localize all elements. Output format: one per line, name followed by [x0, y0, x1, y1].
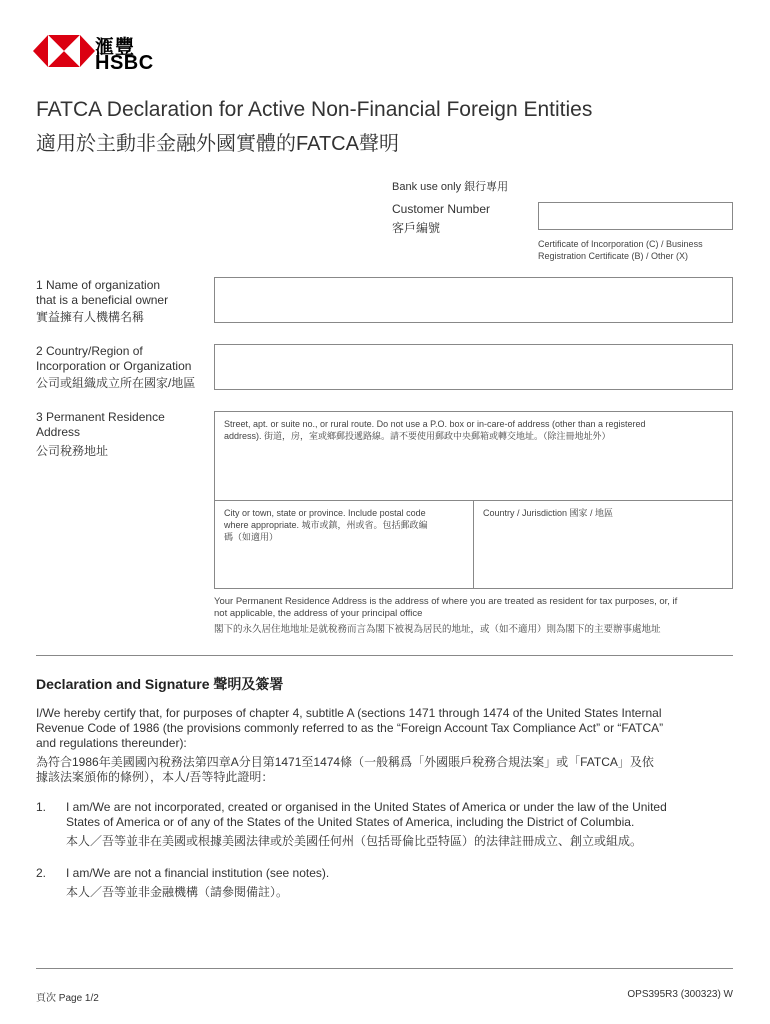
customer-number-label-cn: 客戶編號 [392, 221, 441, 235]
item-2-number: 2. [36, 866, 47, 880]
country-hint: Country / Jurisdiction 國家 / 地區 [483, 508, 614, 518]
street-hint: Street, apt. or suite no., or rural route. Do not use a P.O. box or in-care-of address (other than a registered address). 街道，房，室或鄉郵投遞路線。請不要使用郵政中央郵箱或轉交地址。（除注冊地址外） [224, 419, 646, 441]
cert-note-line2: Registration Certificate (B) / Other (X) [538, 251, 689, 261]
city-hint: City or town, state or province. Include postal code where appropriate. 城市或鎮，州或省。包括郵政編 碼（如適用） [224, 508, 428, 542]
item-1-number: 1. [36, 800, 47, 814]
item-1-text: I am/We are not incorporated, created or organised in the United States of America or under the law of the United States of America or of any of the States of the United States of America, including the District of Columbia. 本人／吾等並非在美國或根據美國法律或於美國任何州（包括哥倫比亞特區）的法律註冊成立、創立或組成。 [66, 800, 667, 848]
country-field[interactable] [214, 344, 733, 390]
declaration-intro: I/We hereby certify that, for purposes of chapter 4, subtitle A (sections 1471 through 1474 of the United States Internal Revenue Code of 1986 (the provisions commonly referred to as the “Foreign Account Tax Compliance Act” or “FATCA” and regulations thereunder): 為符合1986年美國國內稅務法第四章A分目第1471至1474條（一般稱爲「外國賬戶稅務合規法案」或「FATCA」及依 據該法案頒佈的條例），本人/吾等特此證明： [36, 706, 664, 784]
cert-note-line1: Certificate of Incorporation (C) / Business [538, 239, 703, 249]
residence-note: Your Permanent Residence Address is the address of where you are treated as resident for tax purposes, or, if not applicable, the address of your principal office 閣下的永久居住地地址是就稅務而言為閣下被視為居民的地址，或（如不適用）則為閣下的主要辦事處地址 [214, 596, 678, 635]
item-2-text: I am/We are not a financial institution (see notes). 本人／吾等並非金融機構（請參閱備註）。 [66, 866, 330, 899]
country-label: 2 Country/Region of Incorporation or Organization 公司或組織成立所在國家/地區 [36, 344, 196, 390]
bank-use-heading: Bank use only 銀行專用 [392, 181, 509, 193]
org-name-label: 1 Name of organization that is a beneficial owner 實益擁有人機構名稱 [36, 278, 169, 324]
brand-name-cn: 滙豐 [95, 37, 136, 58]
address-vertical-divider [473, 500, 474, 589]
section-divider [36, 655, 733, 656]
customer-number-label: Customer Number [392, 202, 491, 216]
page-title-en: FATCA Declaration for Active Non-Financial Foreign Entities [36, 98, 593, 121]
page-number: 頁次 Page 1/2 [36, 993, 99, 1004]
org-name-field[interactable] [214, 277, 733, 323]
form-code: OPS395R3 (300323) W [627, 989, 733, 1000]
footer-divider [36, 968, 733, 969]
hsbc-hexagon-logo-icon [33, 35, 95, 67]
page-title-cn: 適用於主動非金融外國實體的FATCA聲明 [36, 133, 399, 155]
customer-number-field[interactable] [538, 202, 733, 230]
address-label: 3 Permanent Residence Address 公司稅務地址 [36, 410, 165, 458]
declaration-heading: Declaration and Signature 聲明及簽署 [36, 676, 284, 692]
brand-name-en: HSBC [95, 52, 154, 74]
